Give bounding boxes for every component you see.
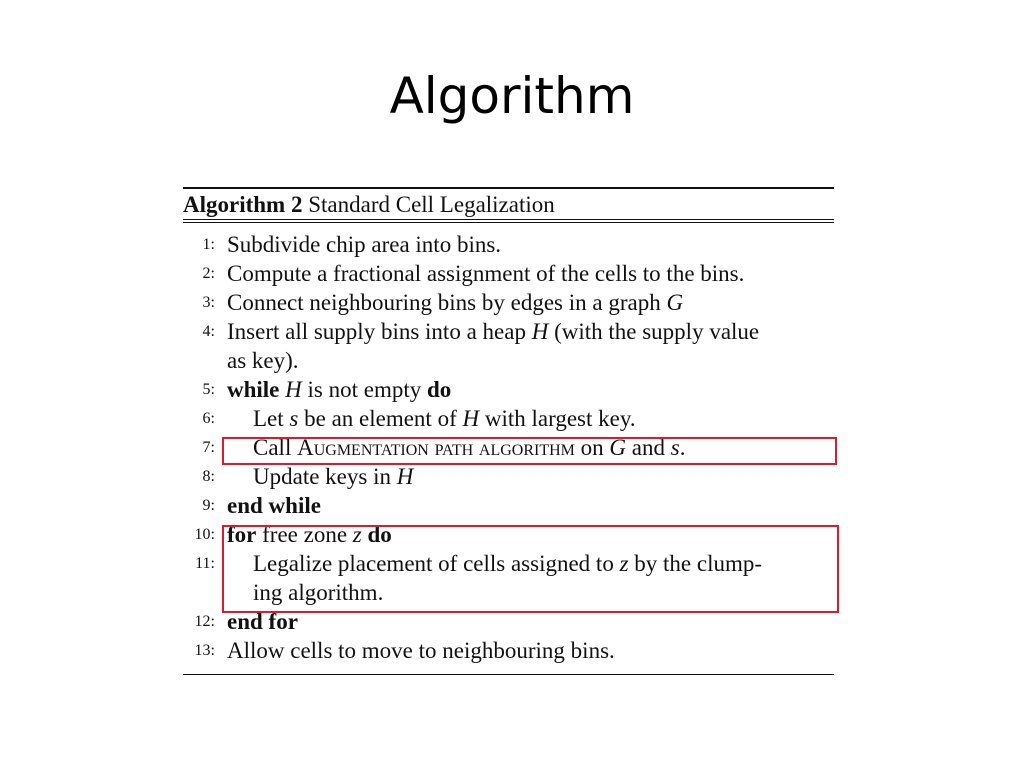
line-text: Compute a fractional assignment of the cells to the bins. xyxy=(227,261,745,286)
algorithm-name: Standard Cell Legalization xyxy=(308,192,555,217)
slide-title: Algorithm xyxy=(389,67,635,125)
math-var: s xyxy=(670,435,680,460)
algorithm-line-4-continued xyxy=(183,346,834,375)
line-text: Let s be an element of H with largest key. xyxy=(253,406,636,431)
line-text: for free zone z do xyxy=(227,522,392,547)
algorithm-line-6 xyxy=(183,404,834,433)
algorithm-line-2 xyxy=(183,259,834,288)
keyword: do xyxy=(367,522,392,547)
line-text: while H is not empty do xyxy=(227,377,452,402)
algorithm-line-9 xyxy=(183,491,834,520)
math-var: z xyxy=(619,551,629,576)
line-number: 13: xyxy=(194,642,215,659)
algorithm-line-8 xyxy=(183,462,834,491)
line-text: Connect neighbouring bins by edges in a graph G xyxy=(227,290,684,315)
line-text: Insert all supply bins into a heap H (with the supply value xyxy=(227,319,760,344)
line-number: 3: xyxy=(202,294,215,311)
math-var: z xyxy=(352,522,362,547)
top-rule xyxy=(183,187,834,189)
line-text: end while xyxy=(227,493,321,518)
bottom-rule xyxy=(183,674,834,675)
algorithm-line-3 xyxy=(183,288,834,317)
math-var: H xyxy=(531,319,549,344)
algorithm-line-13 xyxy=(183,636,834,665)
line-text: Call Augmentation path algorithm on G and s. xyxy=(253,435,686,460)
math-var: H xyxy=(396,464,414,489)
math-var: H xyxy=(285,377,302,402)
algorithm-line-5 xyxy=(183,375,834,404)
procedure-name: Augmentation path algorithm xyxy=(297,435,575,460)
line-number: 5: xyxy=(202,381,215,398)
heading-rule-lower xyxy=(183,222,834,223)
math-var: G xyxy=(609,435,627,460)
line-number: 4: xyxy=(202,323,215,340)
line-number: 7: xyxy=(202,439,215,456)
line-number: 10: xyxy=(194,526,215,543)
line-text: Subdivide chip area into bins. xyxy=(227,232,502,257)
line-text: Update keys in H xyxy=(253,464,414,489)
line-number: 6: xyxy=(202,410,215,427)
keyword: for xyxy=(227,522,257,547)
line-number: 12: xyxy=(194,613,215,630)
algorithm-line-1 xyxy=(183,230,834,259)
line-text: as key). xyxy=(227,348,299,373)
math-var: G xyxy=(666,290,684,315)
keyword: while xyxy=(227,377,280,402)
line-number: 11: xyxy=(195,555,215,572)
line-number: 8: xyxy=(202,468,215,485)
highlight-box-line-7 xyxy=(222,437,837,465)
heading-rule-upper xyxy=(183,219,834,220)
line-text: Legalize placement of cells assigned to z by the clump- xyxy=(253,551,763,576)
algorithm-heading xyxy=(183,191,555,219)
line-number: 2: xyxy=(202,265,215,282)
line-number: 1: xyxy=(202,236,215,253)
math-var: H xyxy=(462,406,480,431)
line-text: ing algorithm. xyxy=(253,580,384,605)
algorithm-label: Algorithm 2 xyxy=(183,192,303,217)
algorithm-line-4 xyxy=(183,317,834,346)
algorithm-box xyxy=(183,187,834,677)
highlight-box-lines-10-11 xyxy=(222,525,839,613)
line-number: 9: xyxy=(202,497,215,514)
line-text: Allow cells to move to neighbouring bins. xyxy=(227,638,615,663)
keyword: do xyxy=(427,377,452,402)
line-text: end for xyxy=(227,609,298,634)
math-var: s xyxy=(289,406,299,431)
